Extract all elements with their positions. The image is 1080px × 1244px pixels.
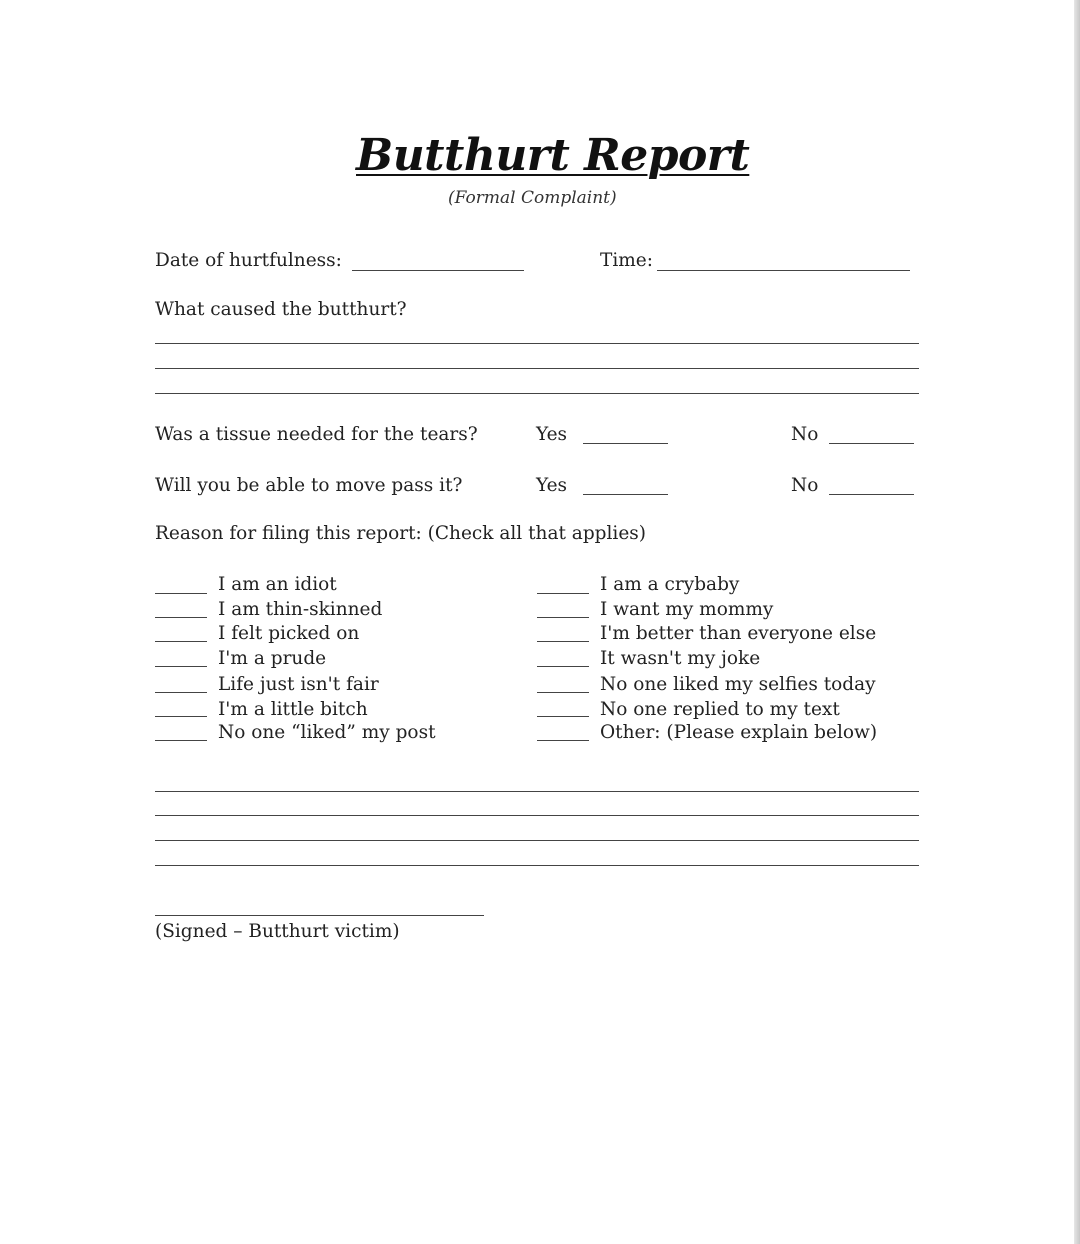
reason-item: No one liked my selfies today xyxy=(600,674,876,695)
tissue-yes-label: Yes xyxy=(536,424,568,445)
reason-checkbox[interactable] xyxy=(155,641,207,642)
time-label: Time: xyxy=(600,250,653,271)
move-question: Will you be able to move pass it? xyxy=(155,475,463,496)
signature-label: (Signed – Butthurt victim) xyxy=(155,921,400,942)
move-no-field[interactable] xyxy=(829,494,914,495)
reason-checkbox[interactable] xyxy=(537,617,589,618)
reason-item: Life just isn't fair xyxy=(218,674,379,695)
reason-item: No one “liked” my post xyxy=(218,722,436,743)
reason-item: I am a crybaby xyxy=(600,574,740,595)
cause-answer-line[interactable] xyxy=(155,393,919,394)
explanation-line[interactable] xyxy=(155,815,919,816)
reason-item: I felt picked on xyxy=(218,623,360,644)
tissue-question: Was a tissue needed for the tears? xyxy=(155,424,478,445)
reason-item: I am an idiot xyxy=(218,574,337,595)
tissue-no-label: No xyxy=(791,424,819,445)
reason-item: I want my mommy xyxy=(600,599,774,620)
reason-checkbox[interactable] xyxy=(155,666,207,667)
tissue-no-field[interactable] xyxy=(829,443,914,444)
reason-item: I'm a prude xyxy=(218,648,327,669)
tissue-yes-field[interactable] xyxy=(583,443,668,444)
reason-item: Other: (Please explain below) xyxy=(600,722,878,743)
move-yes-field[interactable] xyxy=(583,494,668,495)
time-field[interactable] xyxy=(657,270,910,271)
reason-checkbox[interactable] xyxy=(537,716,589,717)
reason-item: It wasn't my joke xyxy=(600,648,761,669)
reason-checkbox[interactable] xyxy=(537,641,589,642)
reason-checkbox[interactable] xyxy=(537,692,589,693)
reason-checkbox[interactable] xyxy=(155,716,207,717)
reason-label: Reason for filing this report: (Check all that applies) xyxy=(155,523,646,544)
reason-item: I am thin-skinned xyxy=(218,599,383,620)
cause-question: What caused the butthurt? xyxy=(155,299,407,320)
move-no-label: No xyxy=(791,475,819,496)
reason-item: I'm better than everyone else xyxy=(600,623,877,644)
explanation-line[interactable] xyxy=(155,840,919,841)
reason-checkbox[interactable] xyxy=(537,593,589,594)
date-field[interactable] xyxy=(352,270,524,271)
cause-answer-line[interactable] xyxy=(155,368,919,369)
explanation-line[interactable] xyxy=(155,865,919,866)
reason-checkbox[interactable] xyxy=(155,593,207,594)
explanation-line[interactable] xyxy=(155,791,919,792)
reason-checkbox[interactable] xyxy=(537,740,589,741)
form-subtitle: (Formal Complaint) xyxy=(448,188,617,208)
form-title: Butthurt Report xyxy=(356,130,750,181)
reason-checkbox[interactable] xyxy=(155,692,207,693)
reason-item: No one replied to my text xyxy=(600,699,840,720)
cause-answer-line[interactable] xyxy=(155,343,919,344)
page-edge xyxy=(1074,0,1080,1244)
reason-item: I'm a little bitch xyxy=(218,699,368,720)
reason-checkbox[interactable] xyxy=(155,740,207,741)
date-label: Date of hurtfulness: xyxy=(155,250,342,271)
reason-checkbox[interactable] xyxy=(537,666,589,667)
move-yes-label: Yes xyxy=(536,475,568,496)
reason-checkbox[interactable] xyxy=(155,617,207,618)
signature-field[interactable] xyxy=(155,915,484,916)
